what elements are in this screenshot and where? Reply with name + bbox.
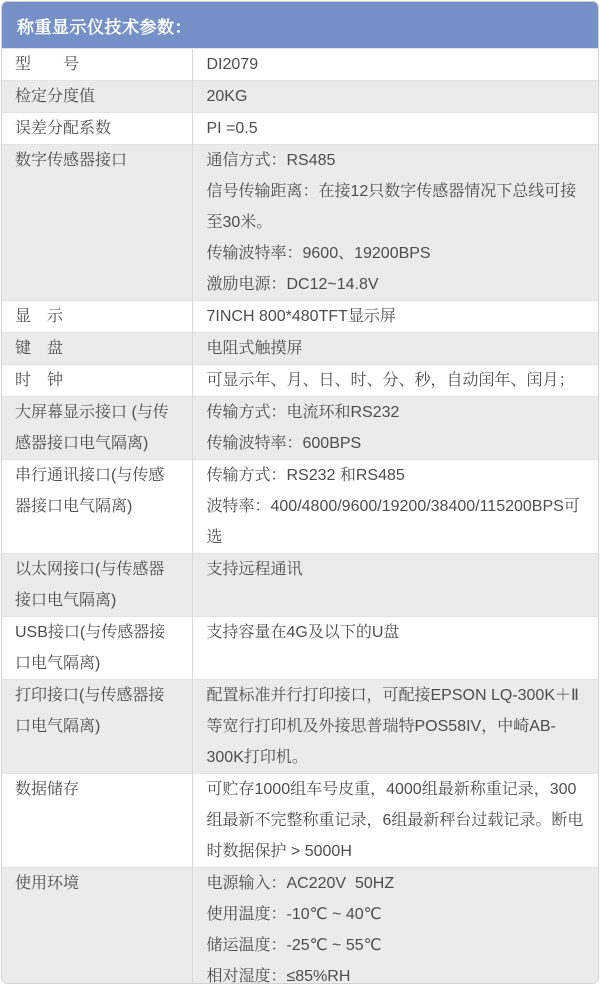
value-line: PI =0.5 xyxy=(206,120,258,137)
table-row xyxy=(2,397,598,460)
table-row xyxy=(2,774,598,868)
row-label: 数字传感器接口 xyxy=(2,145,192,301)
table-row xyxy=(2,81,598,113)
table-row xyxy=(2,554,598,617)
table-row xyxy=(2,333,598,365)
row-label: 使用环境 xyxy=(2,868,192,985)
row-value xyxy=(192,365,598,397)
row-label: 键 盘 xyxy=(2,333,192,365)
table-row xyxy=(2,365,598,397)
value-line: 传输方式：RS232 和RS485 xyxy=(206,467,405,484)
row-label: 数据储存 xyxy=(2,774,192,868)
table-row xyxy=(2,868,598,985)
value-line: 波特率：400/4800/9600/19200/38400/115200BPS可选 xyxy=(206,498,580,546)
value-line: 支持远程通讯 xyxy=(206,561,303,578)
spec-table-container xyxy=(2,48,598,984)
row-value xyxy=(192,774,598,868)
value-line: 通信方式：RS485 xyxy=(206,152,336,169)
row-value xyxy=(192,145,598,301)
value-line: 可贮存1000组车号皮重，4000组最新称重记录，300组最新不完整称重记录，6组最新秤台过载记录。断电时数据保护 > 5000H xyxy=(206,781,584,860)
row-value xyxy=(192,460,598,554)
spec-table xyxy=(2,48,598,984)
page-title: 称重显示仪技术参数： xyxy=(17,17,192,37)
row-label: 大屏幕显示接口 (与传感器接口电气隔离) xyxy=(2,397,192,460)
value-line: 7INCH 800*480TFT显示屏 xyxy=(206,308,396,325)
table-row xyxy=(2,113,598,145)
row-label: 串行通讯接口(与传感器接口电气隔离) xyxy=(2,460,192,554)
row-value xyxy=(192,301,598,333)
table-row xyxy=(2,460,598,554)
row-label: 检定分度值 xyxy=(2,81,192,113)
row-value xyxy=(192,617,598,680)
value-line: DI2079 xyxy=(206,56,259,73)
value-line: 支持容量在4G及以下的U盘 xyxy=(206,624,400,641)
row-value xyxy=(192,554,598,617)
table-row xyxy=(2,145,598,301)
value-line: 传输方式：电流环和RS232 xyxy=(206,404,400,421)
row-value xyxy=(192,49,598,81)
row-value xyxy=(192,680,598,774)
table-row xyxy=(2,680,598,774)
value-line: 信号传输距离：在接12只数字传感器情况下总线可接至30米。 xyxy=(206,183,577,231)
value-line: 传输波特率：9600、19200BPS xyxy=(206,245,431,262)
row-value xyxy=(192,868,598,985)
row-value xyxy=(192,81,598,113)
row-label: 型 号 xyxy=(2,49,192,81)
row-label: 打印接口(与传感器接口电气隔离) xyxy=(2,680,192,774)
value-line: 电源输入：AC220V 50HZ xyxy=(206,875,395,892)
value-line: 20KG xyxy=(206,88,248,105)
table-row xyxy=(2,49,598,81)
value-line: 配置标准并行打印接口，可配接EPSON LQ-300K＋Ⅱ等宽行打印机及外接思普瑞特POS58IV，中崎AB-300K打印机。 xyxy=(206,687,579,766)
row-label: 误差分配系数 xyxy=(2,113,192,145)
value-line: 电阻式触摸屏 xyxy=(206,340,303,357)
row-value xyxy=(192,333,598,365)
value-line: 储运温度：-25℃ ~ 55℃ xyxy=(206,937,382,954)
value-line: 相对湿度：≤85%RH xyxy=(206,968,351,984)
row-label: 以太网接口(与传感器接口电气隔离) xyxy=(2,554,192,617)
value-line: 可显示年、月、日、时、分、秒，自动闰年、闰月； xyxy=(206,372,575,389)
spec-table-header xyxy=(2,2,598,48)
row-label: USB接口(与传感器接口电气隔离) xyxy=(2,617,192,680)
row-label: 显 示 xyxy=(2,301,192,333)
spec-card xyxy=(1,1,599,984)
row-value xyxy=(192,113,598,145)
value-line: 使用温度：-10℃ ~ 40℃ xyxy=(206,906,382,923)
table-row xyxy=(2,617,598,680)
row-value xyxy=(192,397,598,460)
row-label: 时 钟 xyxy=(2,365,192,397)
value-line: 激励电源：DC12~14.8V xyxy=(206,276,379,293)
table-row xyxy=(2,301,598,333)
value-line: 传输波特率：600BPS xyxy=(206,435,362,452)
